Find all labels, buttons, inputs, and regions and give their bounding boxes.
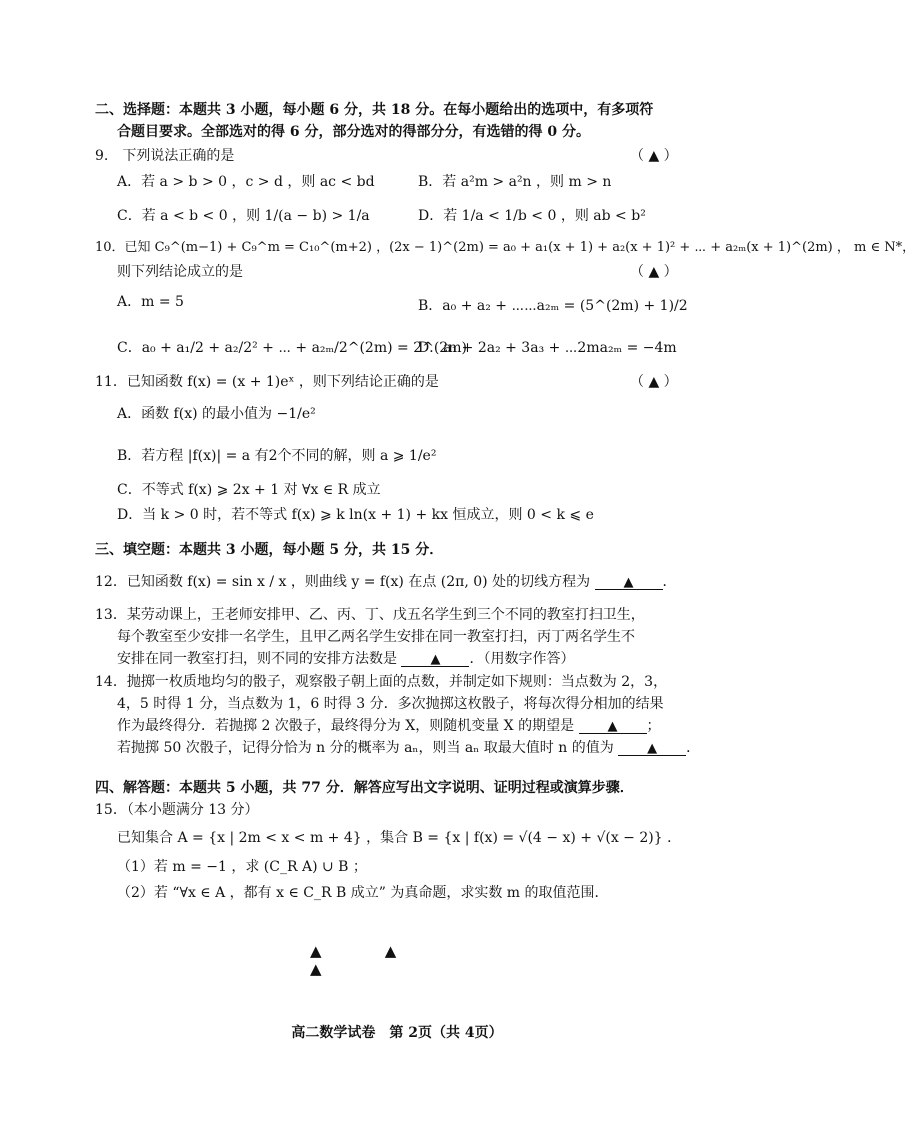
q14-line3: 作为最终得分．若抛掷 2 次骰子，最终得分为 X，则随机变量 X 的期望是: [117, 718, 575, 734]
q11-option-a: A．函数 f(x) 的最小值为 −1/e²: [117, 406, 316, 422]
q13-line1: 13．某劳动课上，王老师安排甲、乙、丙、丁、戊五名学生到三个不同的教室打扫卫生，: [95, 607, 645, 623]
q15-part1: （1）若 m = −1 ，求 (C_R A) ∪ B ；: [117, 859, 367, 875]
blank-triangle: ▲: [623, 575, 634, 590]
q13-answer-blank[interactable]: [401, 652, 469, 667]
q10-stem: 10．已知 C₉^(m−1) + C₉^m = C₁₀^(m+2) ，(2x − 1)^(2m) = a₀ + a₁(x + 1) + a₂(x + 1)² + ⋯ + a₂ₘ(x + 1)^(2m) ， m ∈ N*，: [95, 240, 915, 255]
q14-answer-blank-1[interactable]: [579, 719, 647, 734]
q11-option-c: C．不等式 f(x) ⩾ 2x + 1 对 ∀x ∈ R 成立: [117, 482, 381, 498]
q10-option-a: A．m = 5: [117, 294, 184, 310]
q14-line4: 若抛掷 50 次骰子，记得分恰为 n 分的概率为 aₙ，则当 aₙ 取最大值时 n 的值为: [117, 740, 614, 756]
section3-heading: 三、填空题：本题共 3 小题，每小题 5 分，共 15 分．: [95, 542, 444, 558]
section2-heading-line1: 二、选择题：本题共 3 小题，每小题 6 分，共 18 分。在每小题给出的选项中，有多项符: [95, 102, 654, 118]
section4-heading: 四、解答题：本题共 5 小题，共 77 分．解答应写出文字说明、证明过程或演算步骤．: [95, 780, 634, 796]
q12-answer-blank[interactable]: [595, 575, 663, 590]
q15-part2: （2）若 “∀x ∈ A ，都有 x ∈ C_R B 成立” 为真命题，求实数 m 的取值范围．: [117, 885, 609, 901]
q15-given: 已知集合 A = {x | 2m < x < m + 4} ，集合 B = {x | f(x) = √(4 − x) + √(x − 2)} ．: [117, 830, 682, 846]
q10-option-b: B．a₀ + a₂ + ⋯⋯a₂ₘ = (5^(2m) + 1)/2: [418, 298, 688, 314]
q9-option-b: B．若 a²m > a²n ，则 m > n: [418, 174, 612, 190]
bottom-mark: ▲: [310, 960, 322, 978]
q12-tail: ．: [662, 574, 677, 590]
q9-option-c: C．若 a < b < 0 ，则 1/(a − b) > 1/a: [117, 208, 370, 224]
q11-stem: 11．已知函数 f(x) = (x + 1)eˣ ，则下列结论正确的是: [95, 374, 439, 390]
blank-triangle: ▲: [607, 719, 618, 734]
q15-title: 15．（本小题满分 13 分）: [95, 802, 259, 818]
q11-option-d: D．当 k > 0 时，若不等式 f(x) ⩾ k ln(x + 1) + kx 恒成立，则 0 < k ⩽ e: [117, 507, 594, 523]
q9-answer-mark: （ ▲ ）: [630, 148, 678, 164]
section2-heading-line2: 合题目要求。全部选对的得 6 分，部分选对的得部分分，有选错的得 0 分。: [117, 124, 590, 140]
q10-answer-mark: （ ▲ ）: [630, 264, 678, 280]
q13-tail: ．（用数字作答）: [469, 651, 575, 667]
blank-triangle: ▲: [647, 741, 658, 756]
q10-option-d: D．a₁ + 2a₂ + 3a₃ + ⋯2ma₂ₘ = −4m: [418, 340, 677, 356]
page-footer: 高二数学试卷 第 2页（共 4页）: [291, 1025, 503, 1041]
blank-triangle: ▲: [430, 652, 441, 667]
q12-question: 12．已知函数 f(x) = sin x / x ，则曲线 y = f(x) 在点 (2π, 0) 处的切线方程为: [95, 574, 591, 590]
bottom-answer-marks: [310, 942, 480, 978]
q14-line3-tail: ；: [646, 718, 661, 734]
q12-text: [95, 572, 677, 592]
q11-option-b: B．若方程 |f(x)| = a 有2个不同的解，则 a ⩾ 1/e²: [117, 448, 437, 464]
q9-stem: 9. 下列说法正确的是: [95, 148, 235, 164]
q10-option-c: C．a₀ + a₁/2 + a₂/2² + ⋯ + a₂ₘ/2^(2m) = 2^(2m): [117, 340, 467, 356]
q14-line4-tail: ．: [686, 740, 701, 756]
q13-line2: 每个教室至少安排一名学生，且甲乙两名学生安排在同一教室打扫，丙丁两名学生不: [117, 629, 635, 645]
bottom-mark: ▲: [384, 942, 397, 960]
q14-line2: 4，5 时得 1 分，当点数为 1，6 时得 3 分．多次抛掷这枚骰子，将每次得分相加的结果: [117, 696, 664, 712]
q14-line1: 14．抛掷一枚质地均匀的骰子，观察骰子朝上面的点数，并制定如下规则：当点数为 2，3，: [95, 674, 668, 690]
q14-line4-wrap: [117, 738, 700, 758]
q13-line3: 安排在同一教室打扫，则不同的安排方法数是: [117, 651, 397, 667]
q14-line3-wrap: [117, 716, 661, 736]
q10-stem-line2: 则下列结论成立的是: [117, 264, 243, 280]
q11-answer-mark: （ ▲ ）: [630, 374, 678, 390]
q9-option-a: A．若 a > b > 0 ，c > d ，则 ac < bd: [117, 174, 375, 190]
q13-line3-wrap: [117, 649, 574, 669]
bottom-mark: ▲: [310, 942, 322, 960]
q14-answer-blank-2[interactable]: [618, 741, 686, 756]
q9-option-d: D．若 1/a < 1/b < 0 ，则 ab < b²: [418, 208, 646, 224]
